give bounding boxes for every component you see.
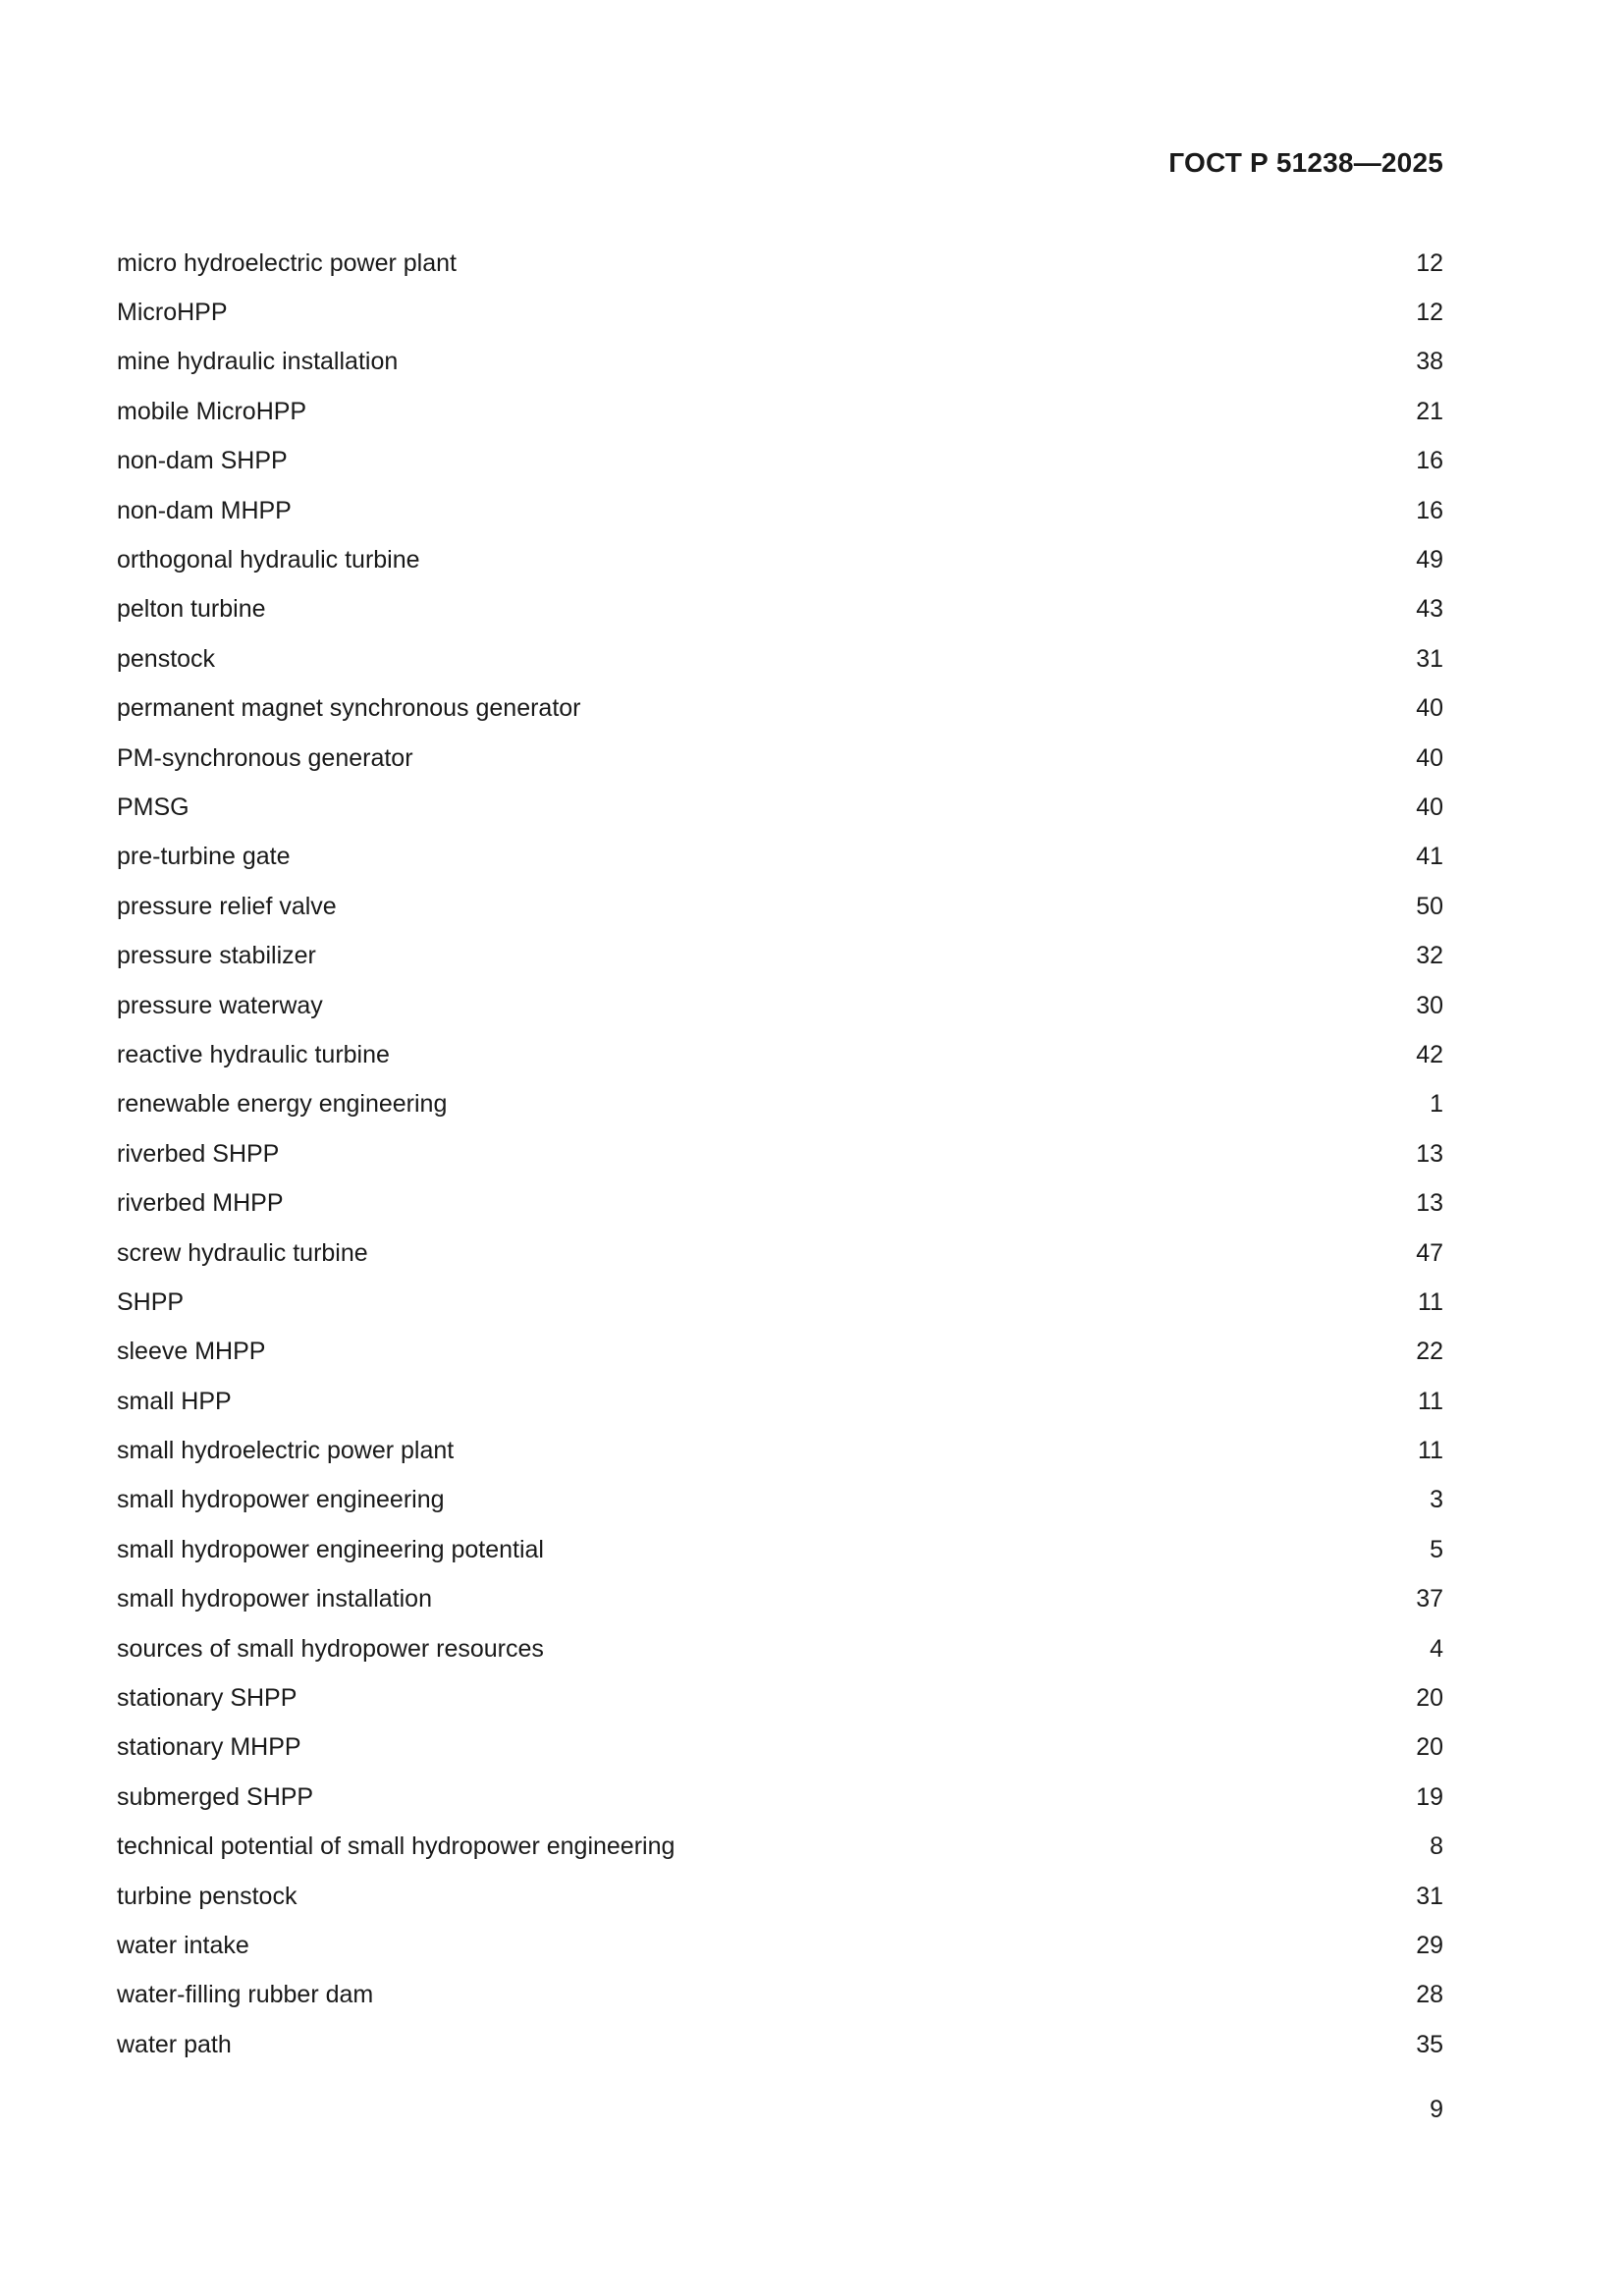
index-row [117,585,1443,634]
index-row [117,1921,1443,1970]
index-entry-number: 13 [1416,1189,1443,1218]
index-entry-number: 50 [1416,892,1443,920]
index-term: small hydropower installation [117,1585,432,1613]
index-term: mine hydraulic installation [117,348,399,376]
index-row [117,783,1443,832]
index-entry-number: 47 [1416,1238,1443,1267]
index-entry-number: 16 [1416,496,1443,524]
index-term: pressure relief valve [117,892,337,920]
index-term: small HPP [117,1387,232,1415]
index-entry-number: 11 [1418,1387,1443,1415]
index-term: permanent magnet synchronous generator [117,694,581,723]
index-term: penstock [117,644,216,673]
index-row [117,1178,1443,1228]
index-row [117,634,1443,683]
index-row [117,1030,1443,1079]
index-row [117,1377,1443,1426]
index-row [117,1278,1443,1327]
alphabetical-index [117,239,1443,2069]
index-entry-number: 19 [1416,1782,1443,1811]
index-row [117,1773,1443,1822]
index-entry-number: 16 [1416,447,1443,475]
index-row [117,1525,1443,1574]
index-term: stationary SHPP [117,1684,298,1713]
index-entry-number: 37 [1416,1585,1443,1613]
index-term: sleeve MHPP [117,1338,266,1366]
index-row [117,1426,1443,1475]
index-entry-number: 13 [1416,1139,1443,1168]
index-term: pelton turbine [117,595,266,624]
index-entry-number: 4 [1430,1634,1443,1663]
index-term: water-filling rubber dam [117,1981,374,2009]
index-entry-number: 31 [1416,1882,1443,1910]
index-row [117,239,1443,288]
index-entry-number: 20 [1416,1684,1443,1713]
index-term: turbine penstock [117,1882,298,1910]
index-entry-number: 12 [1416,299,1443,327]
index-entry-number: 12 [1416,248,1443,277]
index-entry-number: 8 [1430,1832,1443,1861]
index-row [117,882,1443,931]
document-code-header: ГОСТ Р 51238—2025 [1168,147,1443,178]
index-term: reactive hydraulic turbine [117,1040,390,1068]
index-term: SHPP [117,1287,185,1316]
index-term: pressure stabilizer [117,942,316,970]
index-row [117,833,1443,882]
index-term: non-dam SHPP [117,447,288,475]
index-term: sources of small hydropower resources [117,1634,544,1663]
index-entry-number: 43 [1416,595,1443,624]
index-row [117,1823,1443,1872]
index-term: mobile MicroHPP [117,397,307,425]
index-term: submerged SHPP [117,1782,314,1811]
index-entry-number: 30 [1416,991,1443,1019]
index-entry-number: 20 [1416,1733,1443,1762]
page-number: 9 [1430,2096,1443,2123]
index-row [117,1673,1443,1722]
index-term: water intake [117,1931,249,1959]
index-entry-number: 28 [1416,1981,1443,2009]
index-entry-number: 41 [1416,843,1443,871]
index-row [117,1476,1443,1525]
index-entry-number: 32 [1416,942,1443,970]
index-row [117,1971,1443,2020]
index-row [117,338,1443,387]
index-row [117,1575,1443,1624]
index-row [117,1229,1443,1278]
index-entry-number: 11 [1418,1287,1443,1316]
index-row [117,931,1443,980]
index-entry-number: 21 [1416,397,1443,425]
index-row [117,288,1443,337]
index-term: non-dam MHPP [117,496,292,524]
index-row [117,387,1443,436]
index-entry-number: 22 [1416,1338,1443,1366]
index-row [117,535,1443,584]
index-term: small hydroelectric power plant [117,1437,455,1465]
index-term: small hydropower engineering potential [117,1535,544,1563]
index-row [117,2020,1443,2069]
index-row [117,1723,1443,1773]
index-term: PMSG [117,793,189,821]
index-entry-number: 31 [1416,644,1443,673]
index-entry-number: 5 [1430,1535,1443,1563]
index-term: riverbed MHPP [117,1189,284,1218]
index-entry-number: 49 [1416,546,1443,574]
index-row [117,1872,1443,1921]
index-term: pre-turbine gate [117,843,291,871]
index-entry-number: 40 [1416,793,1443,821]
index-term: MicroHPP [117,299,228,327]
index-entry-number: 29 [1416,1931,1443,1959]
index-term: riverbed SHPP [117,1139,280,1168]
index-term: water path [117,2030,232,2058]
index-entry-number: 40 [1416,743,1443,772]
index-row [117,1080,1443,1129]
index-term: screw hydraulic turbine [117,1238,368,1267]
index-term: stationary MHPP [117,1733,301,1762]
index-entry-number: 42 [1416,1040,1443,1068]
index-row [117,734,1443,783]
index-entry-number: 38 [1416,348,1443,376]
index-row [117,437,1443,486]
index-term: small hydropower engineering [117,1486,445,1514]
index-row [117,486,1443,535]
index-entry-number: 40 [1416,694,1443,723]
index-term: pressure waterway [117,991,323,1019]
index-term: orthogonal hydraulic turbine [117,546,420,574]
index-row [117,981,1443,1030]
index-entry-number: 11 [1418,1437,1443,1465]
index-row [117,1624,1443,1673]
index-term: PM-synchronous generator [117,743,413,772]
index-row [117,684,1443,734]
index-entry-number: 3 [1430,1486,1443,1514]
index-term: technical potential of small hydropower engineering [117,1832,676,1861]
index-row [117,1129,1443,1178]
index-term: micro hydroelectric power plant [117,248,457,277]
index-row [117,1328,1443,1377]
index-term: renewable energy engineering [117,1090,448,1119]
index-entry-number: 1 [1430,1090,1443,1119]
index-entry-number: 35 [1416,2030,1443,2058]
